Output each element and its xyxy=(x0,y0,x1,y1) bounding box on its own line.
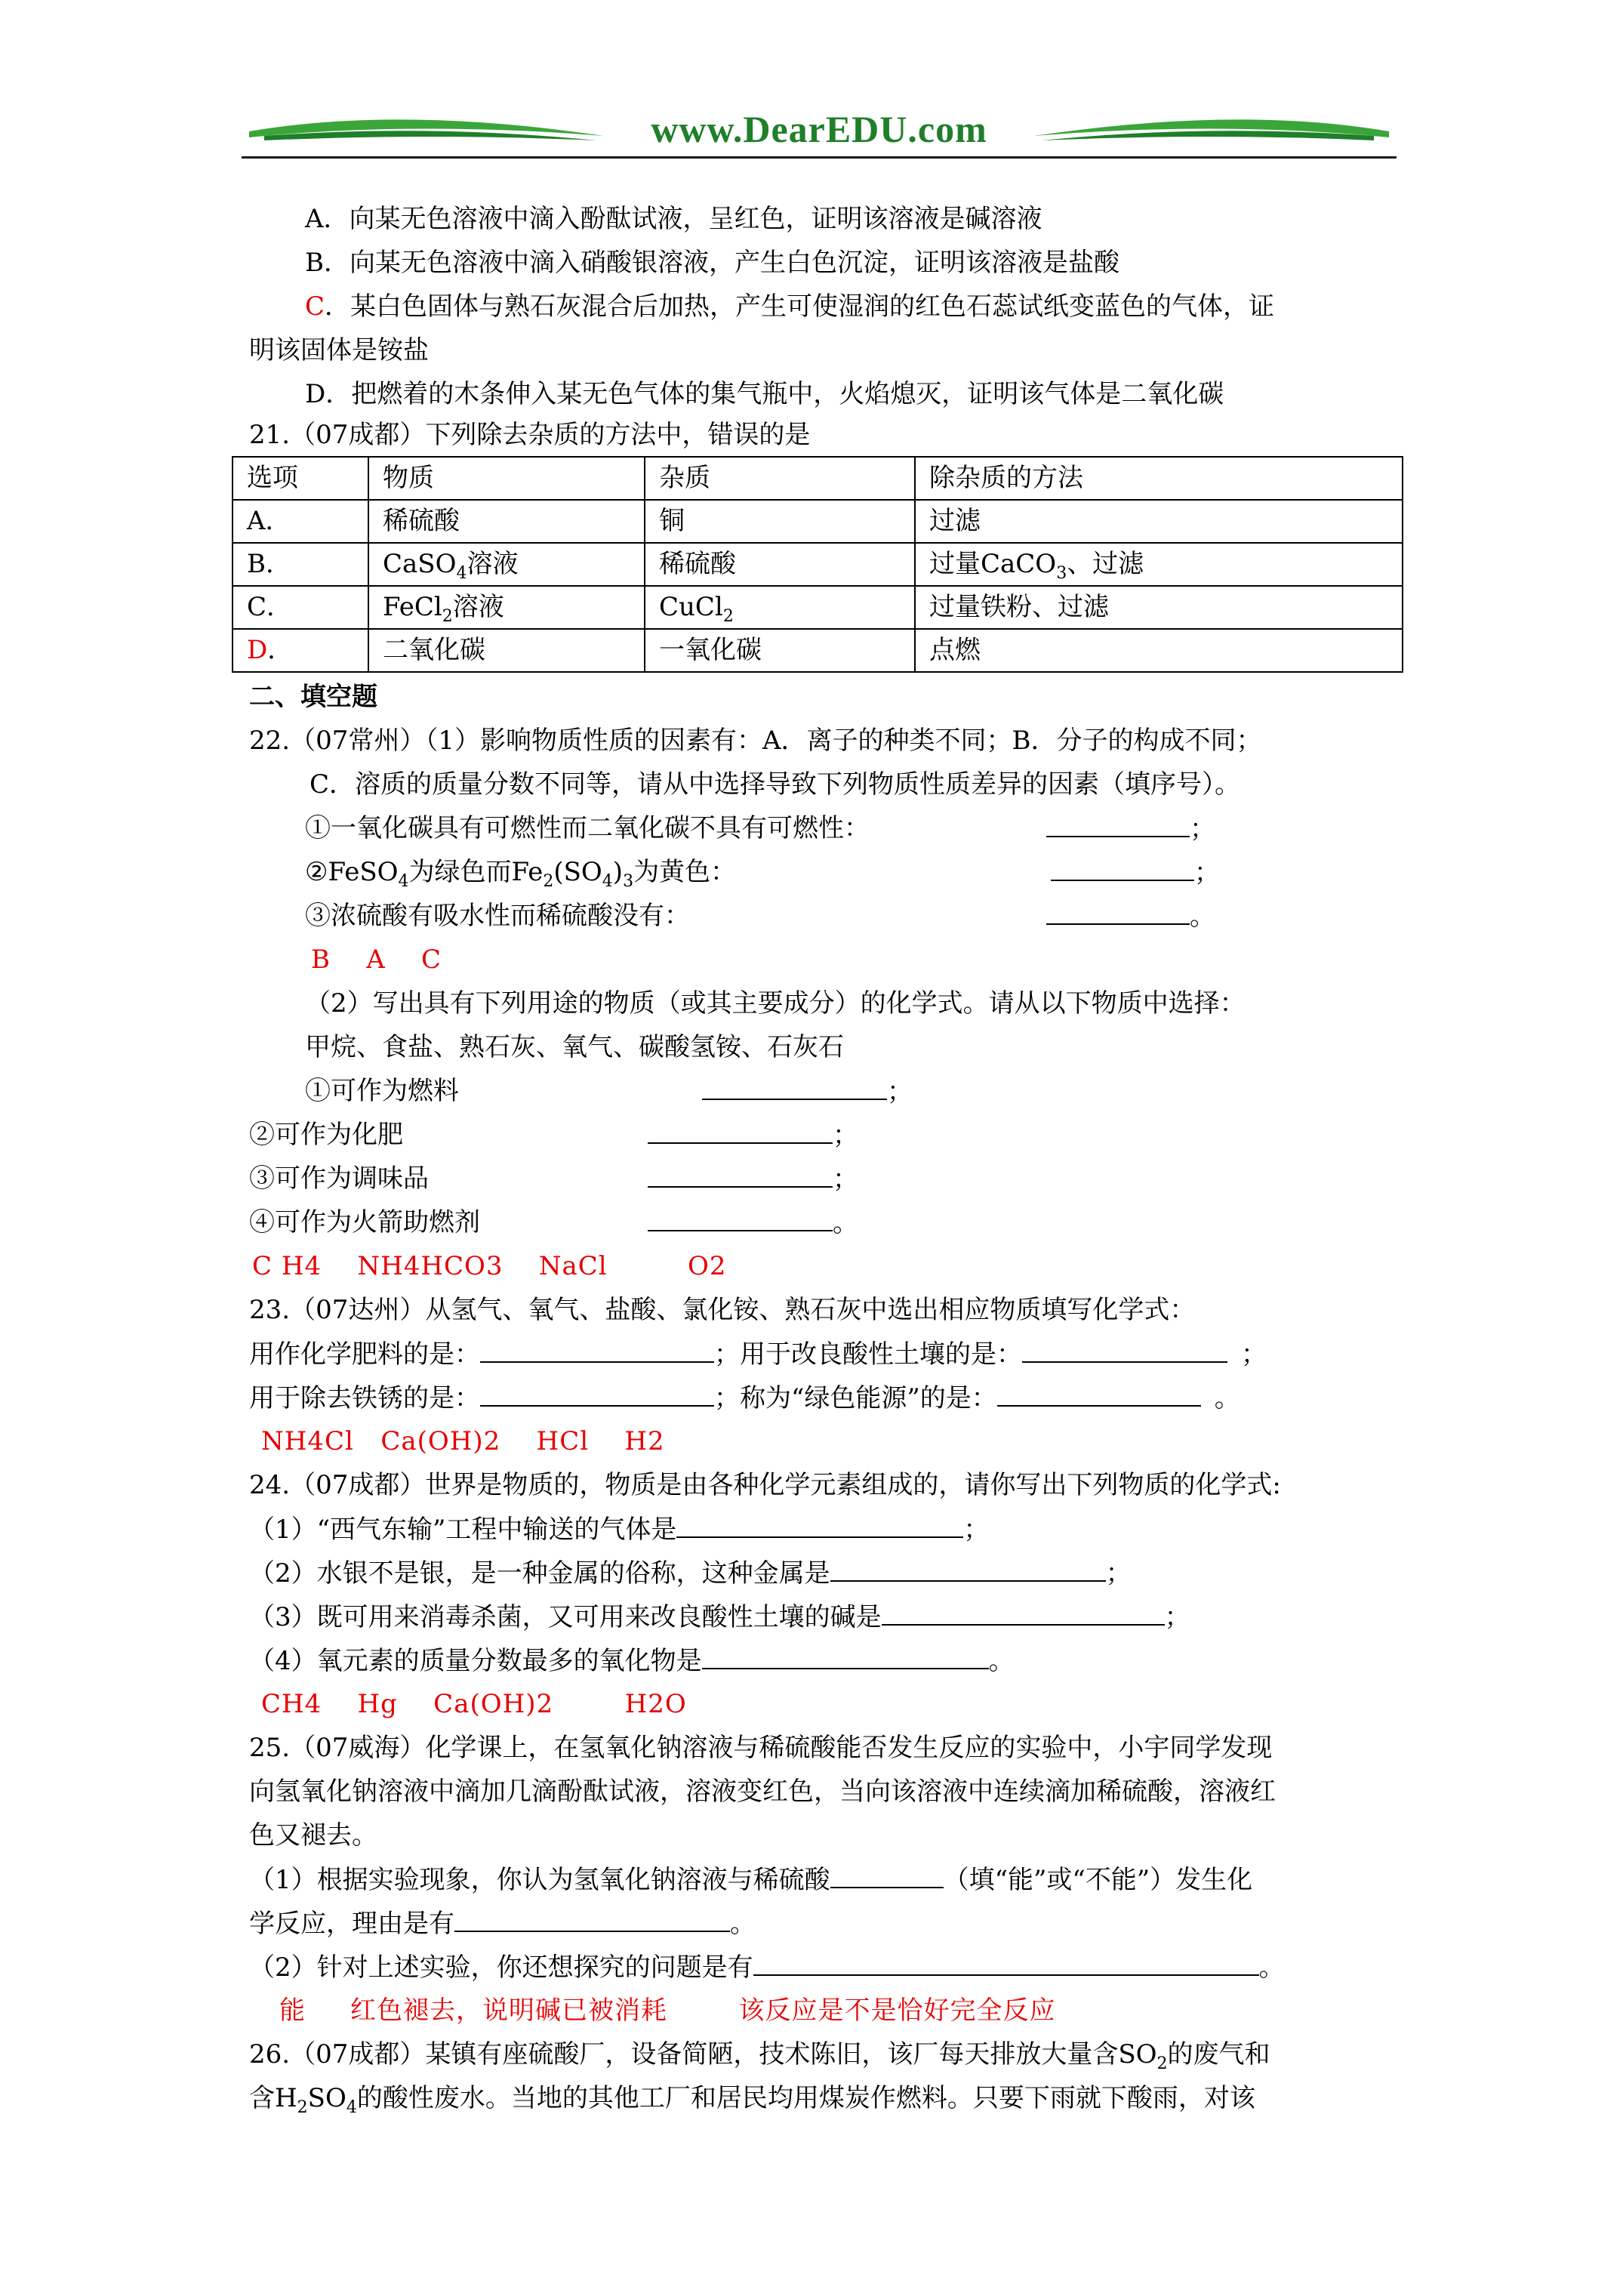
q22-item-3-blank[interactable] xyxy=(1046,898,1215,934)
prompt-text: （2）水银不是银，是一种金属的俗称，这种金属是 xyxy=(249,1558,830,1589)
prompt-text: ；称为“绿色能源”的是： xyxy=(714,1383,997,1413)
prompt-text: 用于除去铁锈的是： xyxy=(249,1383,480,1413)
q24-line-1 xyxy=(249,1511,989,1547)
subscript: 2 xyxy=(297,2098,308,2117)
punctuation: ； xyxy=(1241,1339,1267,1370)
q21-stem: 21.（07成都）下列除去杂质的方法中，错误的是 xyxy=(249,420,811,450)
q25-part-1-cont xyxy=(249,1905,756,1941)
q25-stem-1: 25.（07威海）化学课上，在氢氧化钠溶液与稀硫酸能否发生反应的实验中，小宇同学发现 xyxy=(249,1733,1273,1763)
table-cell: 过滤 xyxy=(915,500,1403,543)
prompt-text: （4）氧元素的质量分数最多的氧化物是 xyxy=(249,1646,702,1676)
q25-stem-3: 色又褪去。 xyxy=(249,1820,377,1851)
answer-blank[interactable] xyxy=(648,1117,833,1144)
q22-use-2: ②可作为化肥 xyxy=(249,1120,403,1150)
q20-option-d: D．把燃着的木条伸入某无色气体的集气瓶中，火焰熄灭，证明该气体是二氧化碳 xyxy=(305,379,1224,409)
table-cell xyxy=(368,586,645,629)
table-header-row xyxy=(233,457,1403,500)
q24-answer: CH4 Hg Ca(OH)2 H2O xyxy=(261,1689,687,1719)
q22-part2-list: 甲烷、食盐、熟石灰、氧气、碳酸氢铵、石灰石 xyxy=(305,1032,844,1062)
table-cell: 一氧化碳 xyxy=(645,629,915,672)
q24-line-4 xyxy=(249,1642,1015,1678)
q21-table xyxy=(232,456,1403,673)
q20-option-c xyxy=(305,288,1274,325)
table-row xyxy=(233,500,1403,543)
q22-use-4: ④可作为火箭助燃剂 xyxy=(249,1207,480,1237)
q22-item-2 xyxy=(305,854,736,890)
table-cell: A． xyxy=(233,500,368,543)
prompt-text: 用作化学肥料的是： xyxy=(249,1339,480,1370)
subscript: 3 xyxy=(1056,564,1067,583)
table-cell xyxy=(368,543,645,586)
subscript: 4 xyxy=(602,872,613,891)
table-cell: B． xyxy=(233,543,368,586)
table-header-cell: 物质 xyxy=(368,457,645,500)
punctuation: ； xyxy=(1164,1602,1190,1632)
q22-stem-1: 22.（07常州）（1）影响物质性质的因素有：A．离子的种类不同；B．分子的构成不同； xyxy=(249,726,1262,756)
q22-use-2-blank[interactable] xyxy=(648,1117,858,1153)
formula-text: 为黄色： xyxy=(633,857,737,887)
subscript: 3 xyxy=(623,872,634,891)
table-cell xyxy=(645,586,915,629)
q24-stem: 24.（07成都）世界是物质的，物质是由各种化学元素组成的，请你写出下列物质的化学式: xyxy=(249,1470,1281,1500)
prompt-text: 的酸性废水。当地的其他工厂和居民均用煤炭作燃料。只要下雨就下酸雨，对该 xyxy=(356,2083,1255,2113)
page-header xyxy=(242,106,1397,159)
q22-use-3-blank[interactable] xyxy=(648,1160,858,1197)
formula-text: 溶液 xyxy=(467,549,519,579)
q20-option-c-text: ．某白色固体与熟石灰混合后加热，产生可使湿润的红色石蕊试纸变蓝色的气体，证 xyxy=(325,291,1275,322)
q22-stem-2: C．溶质的质量分数不同等，请从中选择导致下列物质性质差异的因素（填序号）。 xyxy=(310,769,1241,800)
table-cell: 铜 xyxy=(645,500,915,543)
table-row xyxy=(233,629,1403,672)
q24-line-2 xyxy=(249,1555,1132,1591)
prompt-text: （1）根据实验现象，你认为氢氧化钠溶液与稀硫酸 xyxy=(249,1865,830,1895)
q20-option-b: B．向某无色溶液中滴入硝酸银溶液，产生白色沉淀，证明该溶液是盐酸 xyxy=(305,248,1119,278)
q22-use-1-blank[interactable] xyxy=(702,1073,913,1109)
table-header-cell: 选项 xyxy=(233,457,368,500)
q23-stem: 23.（07达州）从氢气、氧气、盐酸、氯化铵、熟石灰中选出相应物质填写化学式： xyxy=(249,1295,1196,1325)
subscript: 2 xyxy=(442,607,453,626)
punctuation: ； xyxy=(1105,1558,1132,1589)
q25-answer: 能 红色褪去，说明碱已被消耗 该反应是不是恰好完全反应 xyxy=(279,1996,1056,2026)
table-row xyxy=(233,586,1403,629)
q22-item-2-blank[interactable] xyxy=(1051,854,1220,890)
table-cell: 稀硫酸 xyxy=(645,543,915,586)
formula-text: FeCl xyxy=(383,592,442,622)
q20-answer-letter: C xyxy=(305,291,325,322)
answer-blank[interactable] xyxy=(1051,854,1194,881)
table-row xyxy=(233,543,1403,586)
q22-answer-2: C H4 NH4HCO3 NaCl O2 xyxy=(252,1251,727,1281)
answer-blank[interactable] xyxy=(480,1336,714,1363)
prompt-text: 26.（07成都）某镇有座硫酸厂，设备简陋，技术陈旧，该厂每天排放大量含SO xyxy=(249,2039,1157,2069)
punctuation: ； xyxy=(887,1077,913,1107)
answer-blank[interactable] xyxy=(702,1642,989,1669)
answer-blank[interactable] xyxy=(830,1861,944,1888)
answer-blank[interactable] xyxy=(830,1555,1106,1582)
punctuation: ； xyxy=(1194,858,1220,888)
table-cell xyxy=(915,543,1403,586)
q21-answer-letter: D xyxy=(247,635,268,665)
answer-blank[interactable] xyxy=(454,1905,730,1932)
punctuation: 。 xyxy=(1258,1952,1285,1983)
table-cell: C． xyxy=(233,586,368,629)
subscript: 4 xyxy=(398,872,409,891)
table-cell: 稀硫酸 xyxy=(368,500,645,543)
q23-answer: NH4Cl Ca(OH)2 HCl H2 xyxy=(261,1426,665,1456)
table-cell: 二氧化碳 xyxy=(368,629,645,672)
answer-blank[interactable] xyxy=(882,1598,1165,1626)
q26-stem-1 xyxy=(249,2036,1270,2073)
formula-text: CaSO xyxy=(383,549,457,579)
answer-blank[interactable] xyxy=(1046,898,1190,925)
prompt-text: 学反应，理由是有 xyxy=(249,1909,454,1939)
q22-use-1: ①可作为燃料 xyxy=(305,1076,459,1106)
formula-text: ) xyxy=(612,857,624,887)
prompt-text: （1）“西气东输”工程中输送的气体是 xyxy=(249,1515,677,1545)
formula-text: ②FeSO xyxy=(305,857,399,887)
answer-blank[interactable] xyxy=(1046,810,1190,837)
subscript: 2 xyxy=(722,607,734,626)
prompt-text: （2）针对上述实验，你还想探究的问题是有 xyxy=(249,1952,753,1983)
answer-blank[interactable] xyxy=(702,1073,887,1100)
prompt-text: 的废气和 xyxy=(1167,2039,1270,2069)
site-logo: www.DearEDU.com xyxy=(651,108,987,150)
q22-item-3: ③浓硫酸有吸水性而稀硫酸没有： xyxy=(305,901,690,931)
formula-text: 为绿色而Fe xyxy=(408,857,544,887)
subscript: 4 xyxy=(456,564,467,583)
q23-line-2 xyxy=(249,1379,1240,1416)
formula-text: 过量CaCO xyxy=(929,549,1057,579)
section-title: 二、填空题 xyxy=(249,682,377,712)
punctuation: ； xyxy=(1190,814,1215,844)
punctuation: 。 xyxy=(833,1208,858,1238)
punctuation: ； xyxy=(963,1515,990,1545)
answer-blank[interactable] xyxy=(648,1160,833,1188)
prompt-text: （3）既可用来消毒杀菌，又可用来改良酸性土壤的碱是 xyxy=(249,1602,882,1632)
subscript: 2 xyxy=(1156,2054,1168,2073)
q20-option-c-cont: 明该固体是铵盐 xyxy=(249,335,429,365)
answer-blank[interactable] xyxy=(676,1511,963,1538)
header-rule xyxy=(242,156,1397,159)
q26-stem-2 xyxy=(249,2080,1255,2116)
answer-blank[interactable] xyxy=(753,1949,1259,1976)
punctuation: 。 xyxy=(1190,901,1215,932)
table-cell: 点燃 xyxy=(915,629,1403,672)
q24-line-3 xyxy=(249,1598,1190,1635)
q23-line-1 xyxy=(249,1336,1267,1372)
prompt-text: （填“能”或“不能”）发生化 xyxy=(943,1865,1253,1895)
table-cell: 过量铁粉、过滤 xyxy=(915,586,1403,629)
punctuation: 。 xyxy=(1214,1383,1240,1413)
punctuation: 。 xyxy=(988,1646,1015,1676)
prompt-text: SO xyxy=(307,2083,346,2113)
subscript: 4 xyxy=(346,2098,357,2117)
formula-text: 、过滤 xyxy=(1067,549,1144,579)
q25-stem-2: 向氢氧化钠溶液中滴加几滴酚酞试液，溶液变红色，当向该溶液中连续滴加稀硫酸，溶液红 xyxy=(249,1777,1276,1807)
formula-text: CuCl xyxy=(659,592,723,622)
answer-blank[interactable] xyxy=(648,1204,833,1231)
q20-option-a: A．向某无色溶液中滴入酚酞试液，呈红色，证明该溶液是碱溶液 xyxy=(305,204,1042,234)
q22-part2-stem: （2）写出具有下列用途的物质（或其主要成分）的化学式。请从以下物质中选择： xyxy=(305,988,1246,1019)
punctuation: ； xyxy=(833,1120,858,1151)
table-cell xyxy=(233,629,368,672)
q22-answer-1: B A C xyxy=(311,945,442,975)
prompt-text: 含H xyxy=(249,2083,297,2113)
subscript: 2 xyxy=(543,872,554,891)
q25-part-1 xyxy=(249,1861,1252,1897)
punctuation: ； xyxy=(833,1164,858,1194)
formula-text: ． xyxy=(267,635,294,665)
answer-blank[interactable] xyxy=(480,1379,714,1407)
q22-use-4-blank[interactable] xyxy=(648,1204,858,1240)
q22-item-1: ①一氧化碳具有可燃性而二氧化碳不具有可燃性： xyxy=(305,813,870,843)
table-header-cell: 杂质 xyxy=(645,457,915,500)
formula-text: (SO xyxy=(553,857,602,887)
q25-part-2 xyxy=(249,1949,1285,1985)
prompt-text: ；用于改良酸性土壤的是： xyxy=(714,1339,1022,1370)
q22-use-3: ③可作为调味品 xyxy=(249,1163,429,1194)
punctuation: 。 xyxy=(730,1909,756,1939)
formula-text: 溶液 xyxy=(452,592,504,622)
answer-blank[interactable] xyxy=(997,1379,1201,1407)
table-header-cell: 除杂质的方法 xyxy=(915,457,1403,500)
q22-item-1-blank[interactable] xyxy=(1046,810,1215,846)
answer-blank[interactable] xyxy=(1022,1336,1227,1363)
